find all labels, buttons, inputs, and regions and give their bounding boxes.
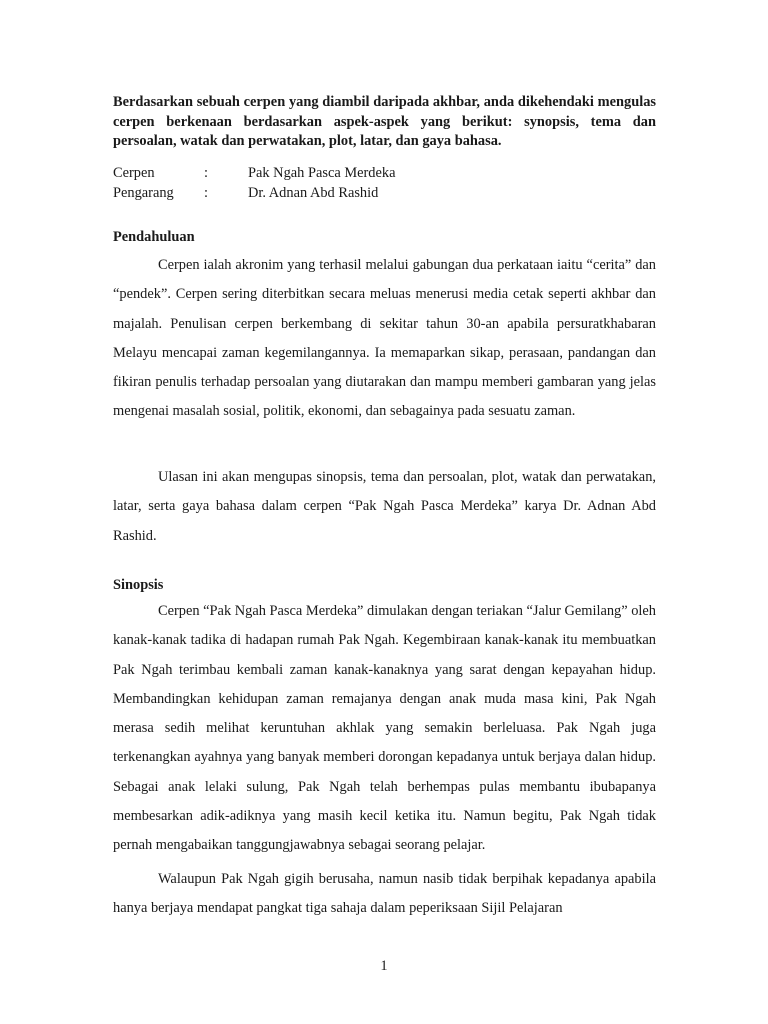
meta-row-cerpen: [113, 164, 656, 184]
meta-separator: :: [204, 165, 208, 181]
paragraph-intro-2: Ulasan ini akan mengupas sinopsis, tema dan persoalan, plot, watak dan perwatakan, latar, serta gaya bahasa dalam cerpen “Pak Ngah Pasca Merdeka” karya Dr. Adnan Abd Rashid.: [113, 469, 656, 544]
meta-row-pengarang: [113, 184, 656, 204]
meta-label: Cerpen: [113, 165, 155, 181]
meta-value: Dr. Adnan Abd Rashid: [248, 184, 379, 201]
paragraph-intro-1: Cerpen ialah akronim yang terhasil melalui gabungan dua perkataan iaitu “cerita” dan “pendek”. Cerpen sering diterbitkan secara meluas menerusi media cetak seperti akhbar dan majalah. Penulisan cerpen berkembang di sekitar tahun 30-an apabila persuratkhabaran Melayu mencapai zaman kegemilangannya. Ia memaparkan sikap, perasaan, pandangan dan fikiran penulis terhadap persoalan yang diutarakan dan mampu memberi gambaran yang jelas mengenai masalah sosial, politik, ekonomi, dan sebagainya pada sesuatu zaman.: [113, 257, 656, 420]
section-heading-pendahuluan: Pendahuluan: [113, 229, 195, 245]
meta-label: Pengarang: [113, 184, 174, 201]
story-metadata: [113, 164, 656, 203]
meta-separator: :: [204, 184, 208, 201]
paragraph-synopsis-2: Walaupun Pak Ngah gigih berusaha, namun nasib tidak berpihak kepadanya apabila hanya berjaya mendapat pangkat tiga sahaja dalam peperiksaan Sijil Pelajaran: [113, 871, 656, 917]
meta-value: Pak Ngah Pasca Merdeka: [248, 165, 396, 181]
paragraph-synopsis-1: Cerpen “Pak Ngah Pasca Merdeka” dimulakan dengan teriakan “Jalur Gemilang” oleh kanak-kanak tadika di hadapan rumah Pak Ngah. Kegembiraan kanak-kanak itu membuatkan Pak Ngah terimbau kembali zaman kanak-kanaknya yang sarat dengan kepayahan hidup. Membandingkan kehidupan zaman remajanya dengan anak muda masa kini, Pak Ngah merasa sedih melihat keruntuhan akhlak yang semakin berleluasa. Pak Ngah juga terkenangkan ayahnya yang banyak memberi dorongan kepadanya untuk berjaya dalan hidup. Sebagai anak lelaki sulung, Pak Ngah telah berhempas pulas membantu ibubapanya membesarkan adik-adiknya yang masih kecil ketika itu. Namun begitu, Pak Ngah tidak pernah mengabaikan tanggungjawabnya sebagai seorang pelajar.: [113, 603, 656, 854]
page-number: 1: [380, 958, 388, 974]
assignment-question: Berdasarkan sebuah cerpen yang diambil daripada akhbar, anda dikehendaki mengulas cerpen berkenaan berdasarkan aspek-aspek yang berikut: synopsis, tema dan persoalan, watak dan perwatakan, plot, latar, dan gaya bahasa.: [113, 94, 656, 149]
section-heading-sinopsis: Sinopsis: [113, 577, 164, 593]
